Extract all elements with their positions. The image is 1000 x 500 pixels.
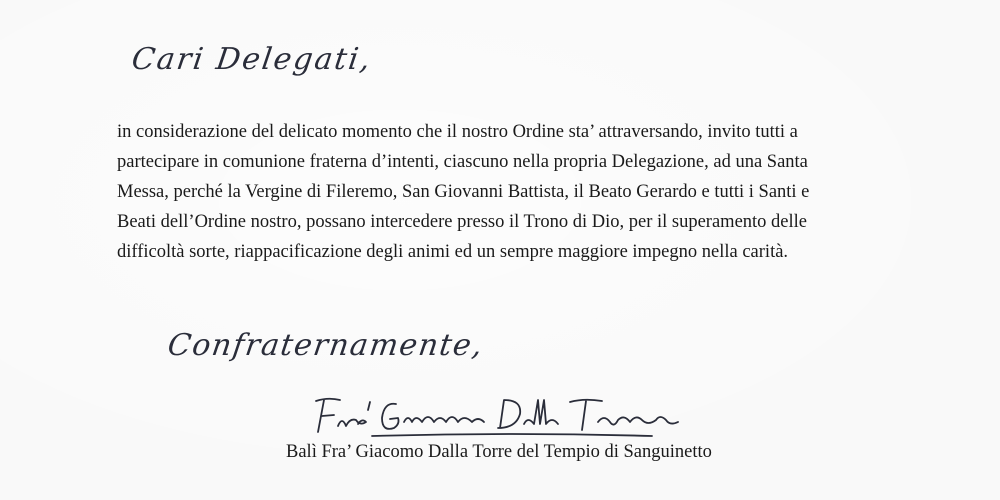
handwritten-signature — [312, 392, 692, 440]
body-line: difficoltà sorte, riappacificazione degli animi ed un sempre maggiore impegno nella carità. — [117, 242, 789, 262]
handwritten-greeting: Cari Delegati, — [129, 42, 375, 77]
signatory-name: Balì Fra’ Giacomo Dalla Torre del Tempio di Sanguinetto — [286, 442, 712, 462]
body-line: Messa, perché la Vergine di Fileremo, San Giovanni Battista, il Beato Gerardo e tutti i Santi e — [117, 182, 810, 202]
body-line: in considerazione del delicato momento che il nostro Ordine sta’ attraversando, invito tutti a — [117, 122, 798, 142]
body-line: Beati dell’Ordine nostro, possano intercedere presso il Trono di Dio, per il superamento delle — [117, 212, 808, 232]
handwritten-closing: Confraternamente, — [165, 328, 486, 363]
letter-body — [117, 117, 897, 267]
body-line: partecipare in comunione fraterna d’intenti, ciascuno nella propria Delegazione, ad una Santa — [117, 152, 808, 172]
